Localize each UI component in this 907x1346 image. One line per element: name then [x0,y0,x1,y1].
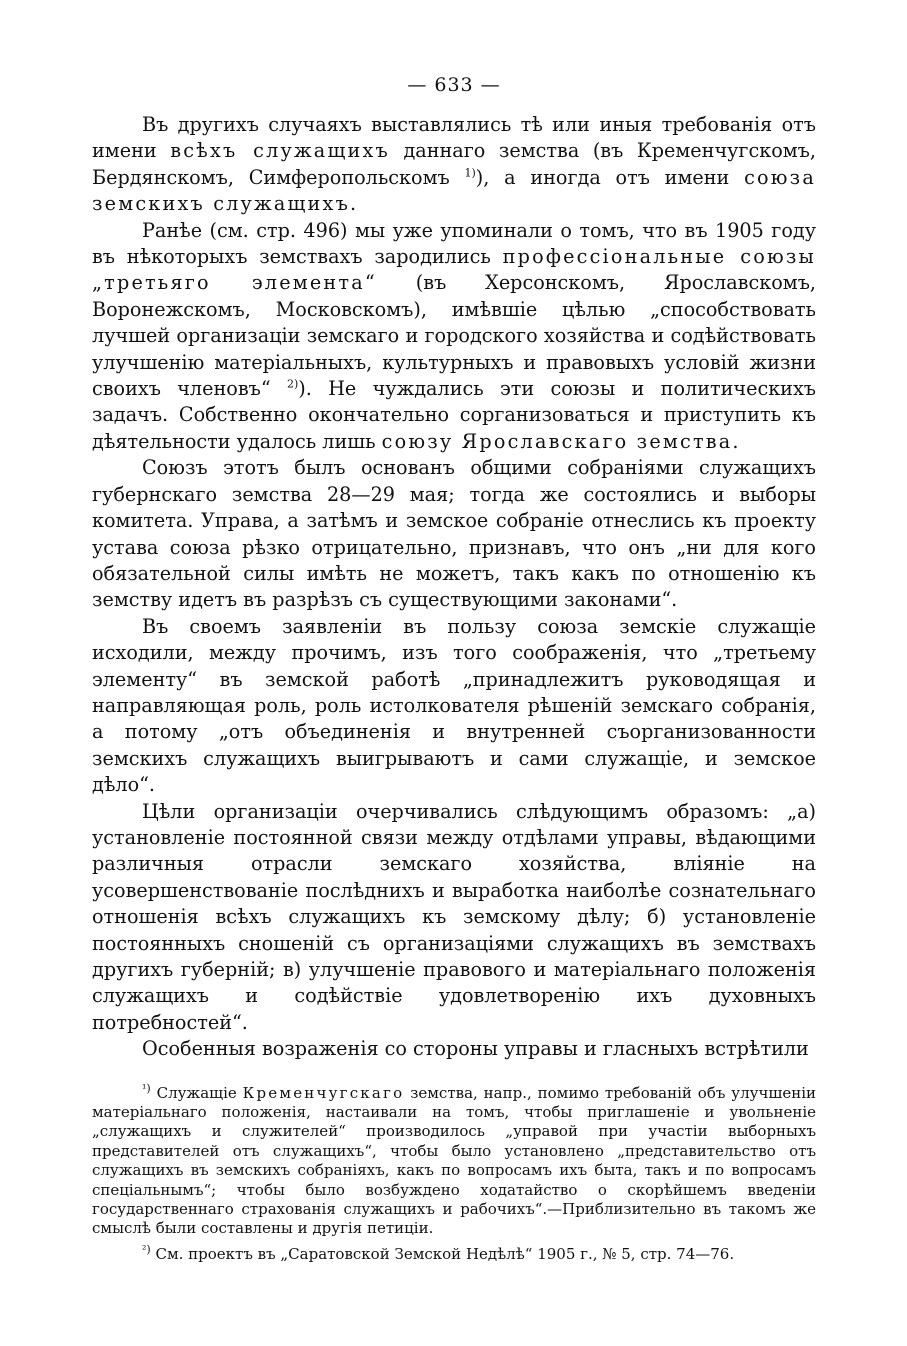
footnote-2-mark: ²) [142,1242,151,1256]
footnote-1-text-c: земства, напр., помимо требованій объ улучшеніи матеріальнаго положенія, настаивали на томъ, чтобы приглашеніе и увольненіе „служащихъ и служителей“ производилось „управой при участіи выборныхъ представителей отъ служащихъ“, чтобы было установлено „представительство отъ служащихъ въ земскихъ собраніяхъ, какъ по вопросамъ ихъ быта, такъ и по вопросамъ спеціальнымъ“; чтобы было возбуждено ходатайство о скорѣйшемъ введеніи государственнаго страхованія служащихъ и рабочихъ“.—Приблизительно въ такомъ же смыслѣ были составлены и другія петиціи. [92,1083,816,1238]
page-number: — 633 — [407,74,501,96]
paragraph-2-text-d: ). Не чуждались эти союзы и политическихъ задачъ. Собственно окончательно сорганизоваться и приступить къ дѣятельности удалось лишь [92,377,816,453]
footnote-1-emphasis: Кременчугскаго [242,1083,405,1102]
footnote-ref-2: 2) [286,377,299,391]
paragraph-6: Особенныя возраженія со стороны управы и гласныхъ встрѣтили [142,1037,809,1061]
footnote-2-text: См. проектъ въ „Саратовской Земской Недѣлѣ“ 1905 г., № 5, стр. 74—76. [150,1244,735,1263]
paragraph-2-emphasis-unions: профессіональные союзы „третьяго элемента“ [92,245,816,295]
paragraph-2-emphasis-yaroslavl: союзу Ярославскаго земства [381,429,733,453]
paragraph-3: Союзъ этотъ былъ основанъ общими собраніями служащихъ губернскаго земства 28—29 мая; тогда же состоялись и выборы комитета. Управа, а затѣмъ и земское собраніе отнеслись къ проекту устава союза рѣзко отрицательно, признавъ, что онъ „ни для кого обязательной силы имѣть не можетъ, такъ какъ по отношенію къ земству идетъ въ разрѣзъ съ существующими законами“. [92,456,816,612]
paragraph-1-text-f: . [349,192,357,216]
paragraph-1 [92,112,816,218]
paragraph-1-emphasis-all-employees: всѣхъ служащихъ [170,139,390,163]
paragraph-5: Цѣли организаціи очерчивались слѣдующимъ образомъ: „а) установленіе постоянной связи между отдѣлами управы, вѣдающими различныя отрасли земскаго хозяйства, вліяніе на усовершенствованіе послѣднихъ и выработка наиболѣе сознательнаго отношенія всѣхъ служащихъ къ земскому дѣлу; б) установленіе постоянныхъ сношеній съ организаціями служащихъ въ земствахъ другихъ губерній; в) улучшеніе правового и матеріальнаго положенія служащихъ и содѣйствіе удовлетворенію ихъ духовныхъ потребностей“. [92,799,816,1034]
footnote-1-text-a: Служащіе [150,1083,243,1102]
paragraph-1-text-c: даннаго земства (въ Кременчугскомъ, Бердянскомъ, Симферопольскомъ [92,139,816,189]
paragraph-2 [92,218,816,456]
footnotes [92,1075,816,1265]
paragraph-2-text-a: Ранѣе (см. стр. 496) мы уже упоминали о томъ, что въ 1905 году въ нѣкоторыхъ земствахъ зародились [92,218,816,269]
footnote-2 [92,1242,816,1264]
paragraph-1-emphasis-union: союза земскихъ служащихъ [92,165,816,216]
footnote-1-mark: ¹) [142,1081,151,1095]
footnote-ref-1: 1) [464,166,476,180]
paragraph-2-text-c: (въ Херсонскомъ, Ярославскомъ, Воронежскомъ, Московскомъ), имѣвшіе цѣлью „способствовать лучшей организаціи земскаго и городского хозяйства и содѣйствовать улучшенію матеріальныхъ, культурныхъ и правовыхъ условій жизни своихъ членовъ“ [92,271,816,401]
book-page [92,72,816,1264]
main-text [92,112,816,1063]
paragraph-2-text-f: . [732,429,739,453]
footnote-1 [92,1081,816,1239]
paragraph-4: Въ своемъ заявленіи въ пользу союза земскіе служащіе исходили, между прочимъ, изъ того соображенія, что „третьему элементу“ въ земской работѣ „принадлежитъ руководящая и направляющая роль, роль истолкователя рѣшеній земскаго собранія, а потому „отъ объединенія и внутренней съорганизованности земскихъ служащихъ выигрываютъ и сами служащіе, и земское дѣло“. [92,614,816,797]
paragraph-1-text-a: Въ другихъ случаяхъ выставлялись тѣ или иныя требованія отъ имени [92,113,816,163]
paragraph-1-text-d: ), а иногда отъ имени [475,165,745,189]
